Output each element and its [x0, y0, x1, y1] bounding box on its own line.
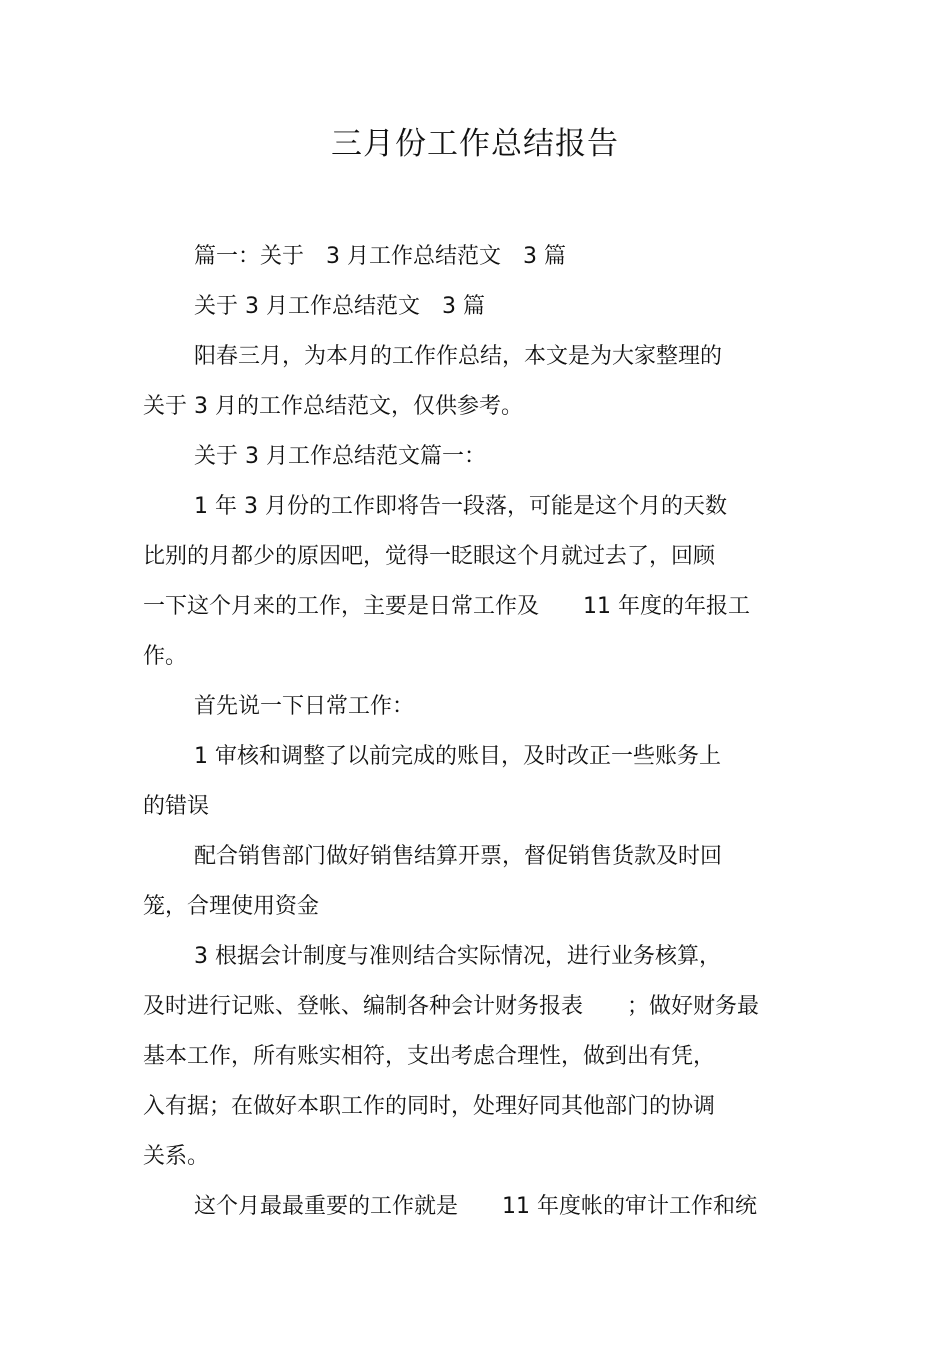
text-line: 入有据；在做好本职工作的同时，处理好同其他部门的协调 — [143, 1094, 716, 1119]
text-line: 关于 3 月的工作总结范文，仅供参考。 — [143, 394, 523, 419]
text-line: 及时进行记账、登帐、编制各种会计财务报表 ；做好财务最 — [143, 994, 760, 1019]
text-line: 关于 3 月工作总结范文 3 篇 — [194, 294, 485, 319]
text-line: 作。 — [143, 644, 188, 669]
text-line: 这个月最最重要的工作就是 11 年度帐的审计工作和统 — [194, 1194, 757, 1219]
text-line: 配合销售部门做好销售结算开票，督促销售货款及时回 — [194, 844, 723, 869]
text-line: 关系。 — [143, 1144, 210, 1169]
text-line: 首先说一下日常工作： — [194, 694, 415, 719]
text-line: 1 年 3 月份的工作即将告一段落，可能是这个月的天数 — [194, 494, 727, 519]
text-line: 的错误 — [143, 794, 210, 819]
text-line: 3 根据会计制度与准则结合实际情况，进行业务核算， — [194, 944, 721, 969]
text-line: 比别的月都少的原因吧，觉得一眨眼这个月就过去了，回顾 — [143, 544, 716, 569]
document-title: 三月份工作总结报告 — [331, 126, 619, 162]
text-line: 关于 3 月工作总结范文篇一： — [194, 444, 486, 469]
text-line: 阳春三月，为本月的工作作总结，本文是为大家整理的 — [194, 344, 723, 369]
text-line: 篇一：关于 3 月工作总结范文 3 篇 — [194, 244, 566, 269]
text-line: 一下这个月来的工作，主要是日常工作及 11 年度的年报工 — [143, 594, 750, 619]
text-line: 基本工作，所有账实相符，支出考虑合理性，做到出有凭， — [143, 1044, 716, 1069]
text-line: 笼，合理使用资金 — [143, 894, 320, 919]
text-line: 1 审核和调整了以前完成的账目，及时改正一些账务上 — [194, 744, 721, 769]
